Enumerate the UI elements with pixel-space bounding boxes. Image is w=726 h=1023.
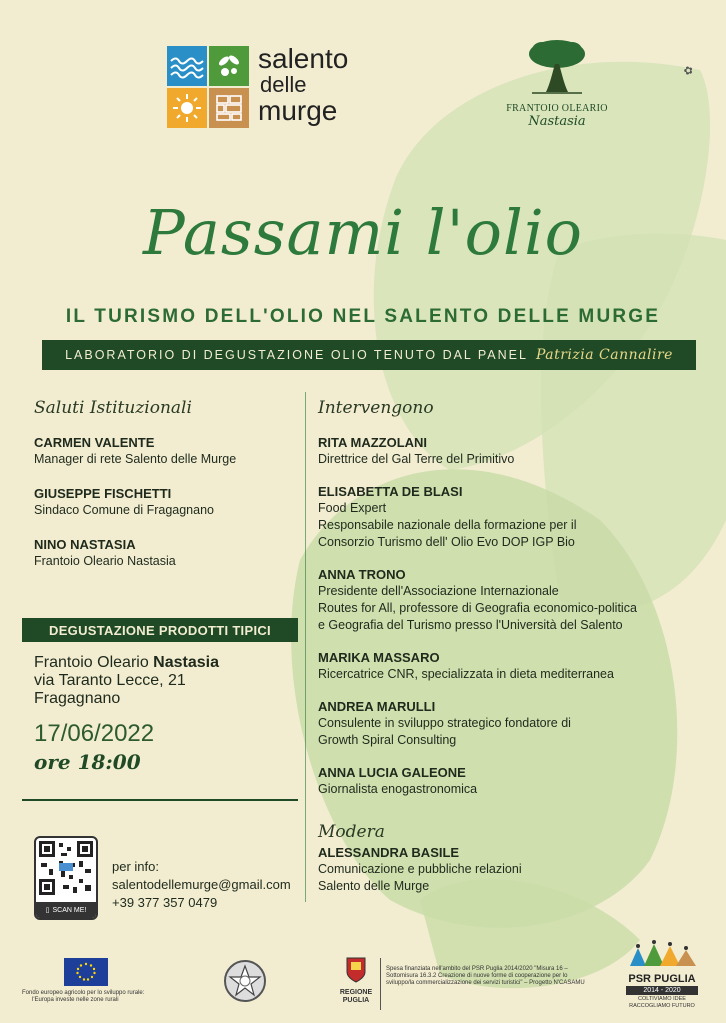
funding-note: Spesa finanziata nell'ambito del PSR Puglia 2014/2020 "Misura 16 – Sottomisura 16.3.2 Creazione di nuove forme di cooperazione per lo sviluppo/la commercializzazione dei servizi turistici" – Progetto N'CASAMU bbox=[386, 966, 585, 986]
panel-banner-text: LABORATORIO DI DEGUSTAZIONE OLIO TENUTO DAL PANEL bbox=[65, 348, 528, 362]
eu-flag-icon bbox=[64, 958, 108, 986]
frantoio-logo bbox=[502, 36, 612, 129]
speaker bbox=[318, 764, 698, 798]
psr-trulli-icon bbox=[622, 938, 702, 968]
salento-logo-mark bbox=[167, 46, 249, 128]
venue-block bbox=[34, 654, 219, 708]
speaker-role: Responsabile nazionale della formazione per il bbox=[318, 518, 577, 532]
phone-icon: ▯ bbox=[45, 907, 50, 914]
speaker bbox=[318, 483, 698, 551]
venue-prefix: Frantoio Oleario bbox=[34, 654, 149, 671]
speaker-role: Direttrice del Gal Terre del Primitivo bbox=[318, 452, 515, 466]
speaker-role: e Geografia del Turismo presso l'Università del Salento bbox=[318, 618, 623, 632]
panel-banner bbox=[42, 340, 696, 370]
contact-label: per info: bbox=[112, 859, 159, 874]
person-role: Sindaco Comune di Fragagnano bbox=[34, 503, 214, 517]
brand-line-3: murge bbox=[258, 95, 338, 126]
speaker-role: Presidente dell'Associazione Internazionale bbox=[318, 584, 559, 598]
venue-address: via Taranto Lecce, 21 bbox=[34, 672, 186, 689]
footer-divider bbox=[380, 958, 381, 1010]
mini-logo-icon: ✿ bbox=[683, 65, 696, 76]
olive-tree-icon bbox=[522, 36, 592, 96]
contact-phone[interactable]: +39 377 357 0479 bbox=[112, 895, 218, 910]
speaker-role: Consulente in sviluppo strategico fondatore di bbox=[318, 716, 571, 730]
regione-puglia-logo bbox=[336, 956, 376, 1005]
olive-branch-icon bbox=[209, 46, 249, 86]
speaker bbox=[318, 566, 698, 634]
person-role: Frantoio Oleario Nastasia bbox=[34, 554, 176, 568]
psr-slogan-1: COLTIVIAMO IDEE bbox=[638, 996, 686, 1002]
saluti-heading: Saluti Istituzionali bbox=[34, 398, 192, 418]
degustazione-banner: DEGUSTAZIONE PRODOTTI TIPICI bbox=[22, 618, 298, 642]
qr-pattern-icon bbox=[39, 841, 93, 895]
speaker-role: Ricercatrice CNR, specializzata in dieta mediterranea bbox=[318, 667, 614, 681]
speaker bbox=[318, 434, 698, 468]
moderator-role: Salento delle Murge bbox=[318, 879, 430, 893]
speaker-name: ANDREA MARULLI bbox=[318, 699, 436, 714]
regione-text-1: REGIONE bbox=[339, 989, 373, 996]
speaker-role: Consorzio Turismo dell' Olio Evo DOP IGP Bio bbox=[318, 535, 575, 549]
eu-logo bbox=[22, 958, 162, 1004]
section-divider bbox=[22, 799, 298, 801]
modera-section bbox=[318, 822, 698, 895]
speaker-name: MARIKA MASSARO bbox=[318, 650, 440, 665]
contact-info bbox=[112, 858, 291, 912]
eu-text-2: l'Europa investe nelle zone rurali bbox=[32, 997, 119, 1003]
brand-wordmark bbox=[258, 43, 349, 126]
speaker-role: Giornalista enogastronomica bbox=[318, 782, 478, 796]
psr-slogan-2: RACCOGLIAMO FUTURO bbox=[629, 1003, 695, 1009]
speaker-name: RITA MAZZOLANI bbox=[318, 435, 428, 450]
speaker-name: ANNA TRONO bbox=[318, 567, 406, 582]
psr-puglia-logo bbox=[620, 938, 704, 1010]
person-name: CARMEN VALENTE bbox=[34, 435, 155, 450]
brand-line-2: delle bbox=[260, 72, 307, 97]
frantoio-signature: Nastasia bbox=[528, 114, 586, 129]
person-name: GIUSEPPE FISCHETTI bbox=[34, 486, 172, 501]
venue-line bbox=[34, 654, 219, 672]
venue-city: Fragagnano bbox=[34, 690, 121, 707]
contact-email[interactable]: salentodellemurge@gmail.com bbox=[112, 877, 291, 892]
eu-text-1: Fondo europeo agricolo per lo sviluppo rurale: bbox=[22, 990, 145, 996]
qr-code[interactable] bbox=[34, 836, 98, 920]
speaker-role: Growth Spiral Consulting bbox=[318, 733, 457, 747]
venue-name: Nastasia bbox=[153, 654, 219, 671]
saluti-person bbox=[34, 485, 294, 519]
event-date: 17/06/2022 bbox=[34, 720, 155, 747]
speaker-role: Food Expert bbox=[318, 501, 387, 515]
stone-wall-icon bbox=[209, 88, 249, 128]
moderator-role: Comunicazione e pubbliche relazioni bbox=[318, 862, 522, 876]
speaker-role: Routes for All, professore di Geografia economico-politica bbox=[318, 601, 637, 615]
scan-me-label: ▯ SCAN ME! bbox=[36, 902, 96, 918]
italian-emblem-icon bbox=[222, 958, 268, 1004]
speaker-name: ANNA LUCIA GALEONE bbox=[318, 765, 466, 780]
saluti-person bbox=[34, 536, 294, 570]
saluti-section bbox=[34, 398, 294, 570]
event-subtitle: IL TURISMO DELL'OLIO NEL SALENTO DELLE MURGE bbox=[65, 306, 661, 327]
moderator-name: ALESSANDRA BASILE bbox=[318, 845, 460, 860]
speaker bbox=[318, 698, 698, 749]
speaker bbox=[318, 649, 698, 683]
brand-line-1: salento bbox=[258, 43, 349, 74]
waves-icon bbox=[167, 46, 207, 86]
saluti-person bbox=[34, 434, 294, 468]
modera-heading: Modera bbox=[318, 822, 385, 842]
sun-icon bbox=[167, 88, 207, 128]
intervengono-heading: Intervengono bbox=[318, 398, 434, 418]
person-role: Manager di rete Salento delle Murge bbox=[34, 452, 237, 466]
frantoio-name: FRANTOIO OLEARIO bbox=[506, 103, 608, 114]
event-title: Passami l'olio bbox=[142, 196, 583, 269]
person-name: NINO NASTASIA bbox=[34, 537, 136, 552]
speaker-name: ELISABETTA DE BLASI bbox=[318, 484, 463, 499]
regione-text-2: PUGLIA bbox=[342, 997, 370, 1004]
panel-banner-signature: Patrizia Cannalire bbox=[535, 347, 673, 363]
psr-years: 2014 - 2020 bbox=[626, 986, 698, 995]
intervengono-section bbox=[318, 398, 698, 895]
regione-crest-icon bbox=[345, 956, 367, 984]
column-divider bbox=[305, 392, 306, 902]
psr-title: PSR PUGLIA bbox=[628, 973, 696, 985]
event-time: ore 18:00 bbox=[34, 750, 141, 774]
